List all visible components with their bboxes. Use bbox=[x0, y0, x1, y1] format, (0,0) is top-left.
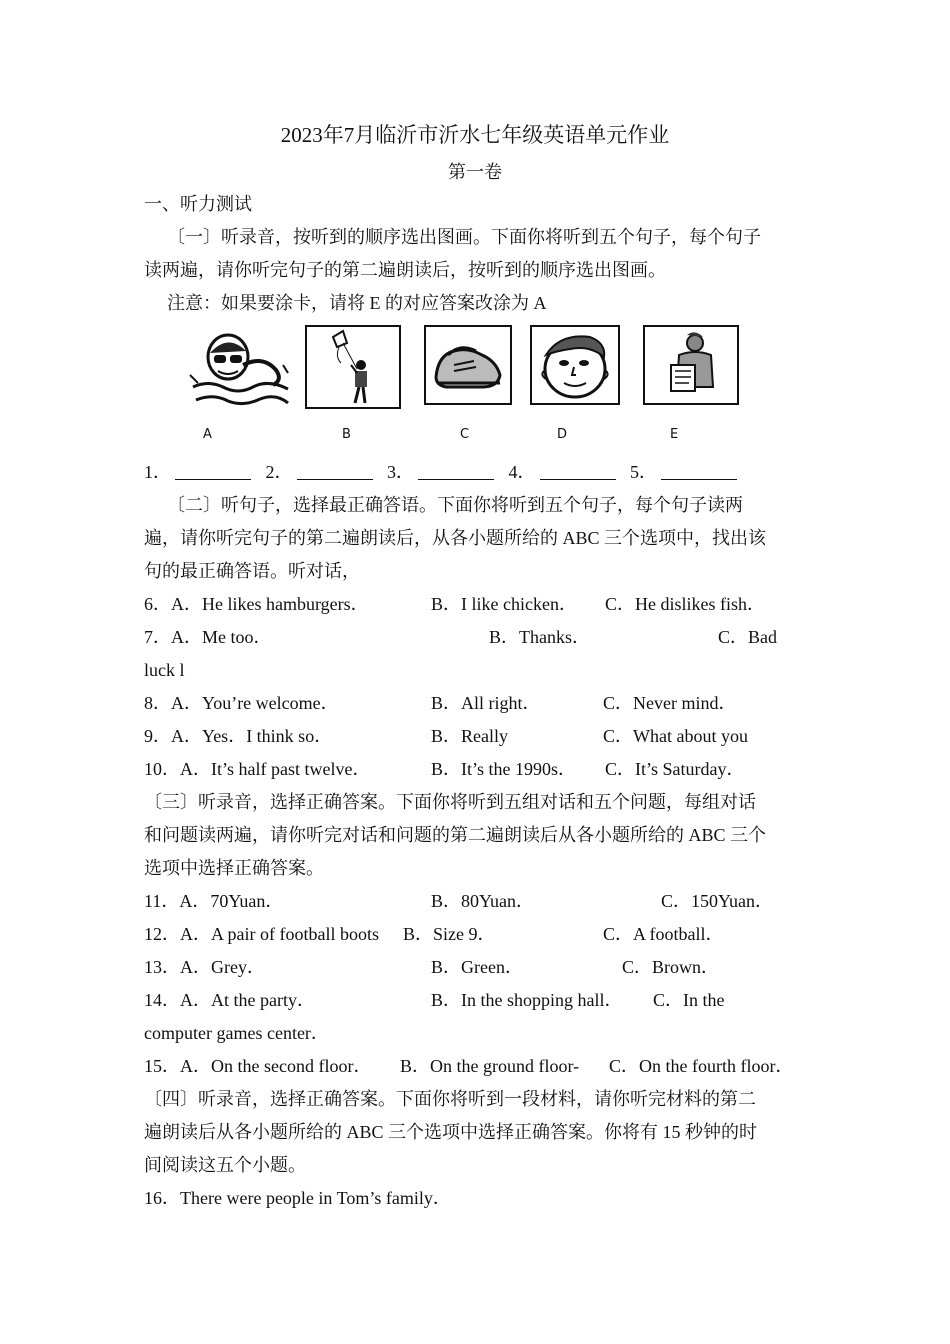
q13-option-a: 13．A．Grey． bbox=[144, 957, 265, 977]
picture-a bbox=[188, 325, 293, 422]
blank-label-4: 4． bbox=[508, 462, 536, 482]
q14-option-c-wrap: computer games center． bbox=[144, 1023, 329, 1043]
part2-instruction-1: 〔二〕听句子，选择最正确答语。下面你将听到五个句子，每个句子读两 bbox=[167, 495, 743, 515]
q7-option-a: 7．A．Me too． bbox=[144, 627, 272, 647]
picture-label-d: D bbox=[557, 427, 568, 442]
picture-label-c: C bbox=[460, 427, 470, 442]
q15-option-a: 15．A．On the second floor． bbox=[144, 1056, 372, 1076]
part4-instruction-2: 遍朗读后从各小题所给的 ABC 三个选项中选择正确答案。你将有 15 秒钟的时 bbox=[144, 1122, 758, 1142]
q9-option-b: B．Really bbox=[431, 726, 508, 746]
q14-option-c: C．In the bbox=[653, 990, 725, 1010]
blank-label-1: 1． bbox=[144, 462, 171, 482]
q10-option-b: B．It’s the 1990s． bbox=[431, 759, 577, 779]
part1-instruction-2: 读两遍，请你听完句子的第二遍朗读后，按听到的顺序选出图画。 bbox=[144, 260, 666, 280]
q6-option-b: B．I like chicken． bbox=[431, 594, 577, 614]
picture-c bbox=[424, 325, 512, 410]
q11-option-c: C．150Yuan． bbox=[661, 891, 773, 911]
answer-blank-4[interactable] bbox=[540, 461, 616, 480]
q16-question: 16．There were people in Tom’s family． bbox=[144, 1188, 451, 1208]
q15-option-c: C．On the fourth floor． bbox=[609, 1056, 794, 1076]
q8-option-b: B．All right． bbox=[431, 693, 541, 713]
section-heading: 一、听力测试 bbox=[144, 194, 252, 214]
q10-option-c: C．It’s Saturday． bbox=[605, 759, 745, 779]
q6-option-a: 6．A．He likes hamburgers． bbox=[144, 594, 369, 614]
answer-blank-1[interactable] bbox=[175, 461, 251, 480]
q8-option-a: 8．A．You’re welcome． bbox=[144, 693, 339, 713]
picture-e bbox=[643, 325, 739, 410]
part4-instruction-3: 间阅读这五个小题。 bbox=[144, 1155, 306, 1175]
picture-label-a: A bbox=[203, 427, 212, 442]
part4-instruction-1: 〔四〕听录音，选择正确答案。下面你将听到一段材料，请你听完材料的第二 bbox=[144, 1089, 756, 1109]
q10-option-a: 10．A．It’s half past twelve． bbox=[144, 759, 371, 779]
picture-label-b: B bbox=[342, 427, 351, 442]
part3-instruction-1: 〔三〕听录音，选择正确答案。下面你将听到五组对话和五个问题，每组对话 bbox=[144, 792, 756, 812]
page-title: 2023年7月临沂市沂水七年级英语单元作业 bbox=[280, 123, 670, 147]
answer-blank-5[interactable] bbox=[661, 461, 737, 480]
q9-option-c: C．What about you bbox=[603, 726, 748, 746]
blank-label-2: 2． bbox=[265, 462, 293, 482]
picture-label-e: E bbox=[670, 427, 679, 442]
q7-option-b: B．Thanks． bbox=[489, 627, 590, 647]
sneaker-icon bbox=[424, 325, 512, 405]
blank-label-3: 3． bbox=[387, 462, 414, 482]
page-subtitle: 第一卷 bbox=[448, 162, 502, 182]
part1-note: 注意：如果要涂卡，请将 E 的对应答案改涂为 A bbox=[167, 293, 547, 313]
q13-option-b: B．Green． bbox=[431, 957, 523, 977]
reader-icon bbox=[643, 325, 739, 405]
answer-blank-2[interactable] bbox=[297, 461, 373, 480]
q6-option-c: C．He dislikes fish． bbox=[605, 594, 765, 614]
q11-option-a: 11．A．70Yuan． bbox=[144, 891, 284, 911]
q13-option-c: C．Brown． bbox=[622, 957, 720, 977]
picture-d bbox=[530, 325, 620, 410]
part3-instruction-2: 和问题读两遍，请你听完对话和问题的第二遍朗读后从各小题所给的 ABC 三个 bbox=[144, 825, 767, 845]
q12-option-c: C．A football． bbox=[603, 924, 724, 944]
q9-option-a: 9．A．Yes．I think so． bbox=[144, 726, 333, 746]
q12-option-a: 12．A．A pair of football boots bbox=[144, 924, 379, 944]
q7-option-c-wrap: luck l bbox=[144, 660, 185, 680]
q14-option-b: B．In the shopping hall． bbox=[431, 990, 623, 1010]
q14-option-a: 14．A．At the party． bbox=[144, 990, 315, 1010]
q8-option-c: C．Never mind． bbox=[603, 693, 737, 713]
answer-blanks bbox=[144, 460, 747, 484]
part3-instruction-3: 选项中选择正确答案。 bbox=[144, 858, 324, 878]
part2-instruction-3: 句的最正确答语。听对话， bbox=[144, 561, 360, 581]
part2-instruction-2: 遍，请你听完句子的第二遍朗读后，从各小题所给的 ABC 三个选项中，找出该 bbox=[144, 528, 767, 548]
answer-blank-3[interactable] bbox=[418, 461, 494, 480]
q15-option-b: B．On the ground floor- bbox=[400, 1056, 580, 1076]
swimmer-icon bbox=[188, 325, 293, 417]
blank-label-5: 5． bbox=[630, 462, 657, 482]
picture-b bbox=[305, 325, 401, 415]
kite-boy-icon bbox=[305, 325, 401, 410]
q11-option-b: B．80Yuan． bbox=[431, 891, 534, 911]
q12-option-b: B．Size 9． bbox=[403, 924, 496, 944]
face-icon bbox=[530, 325, 620, 405]
part1-instruction-1: 〔一〕听录音，按听到的顺序选出图画。下面你将听到五个句子，每个句子 bbox=[167, 227, 761, 247]
q7-option-c: C．Bad bbox=[718, 627, 778, 647]
